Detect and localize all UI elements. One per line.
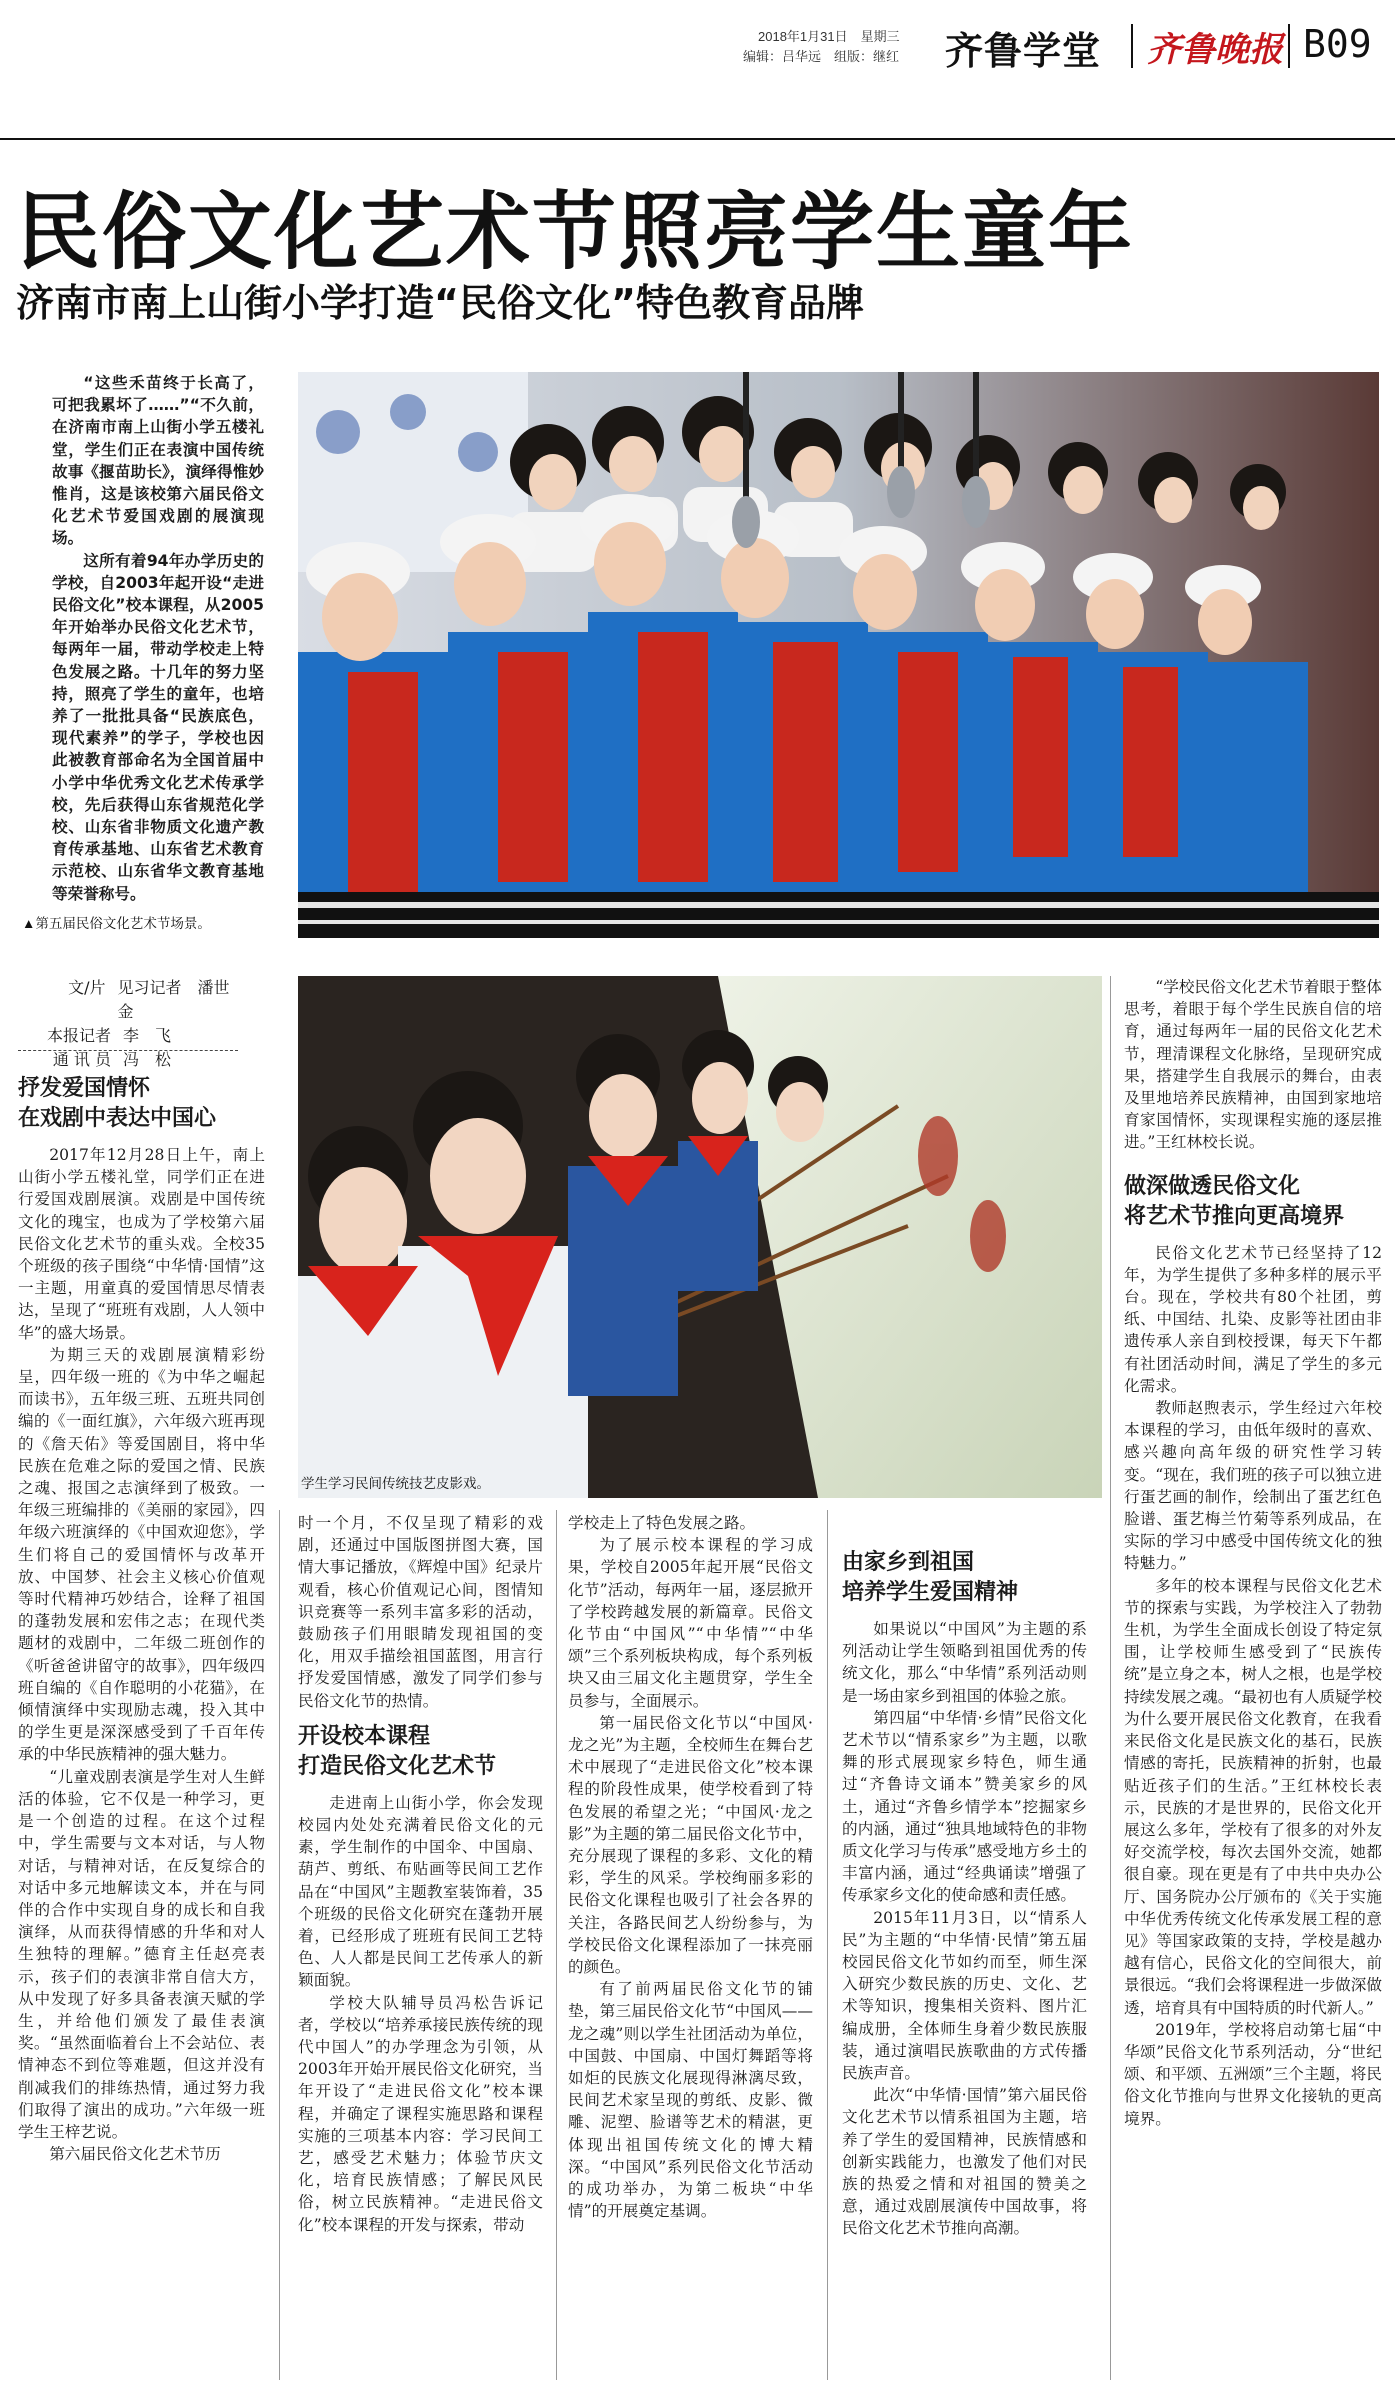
article-column-4 [842, 1512, 1087, 2380]
body-paragraph: 第一届民俗文化节以“中国风·龙之光”为主题，全校师生在舞台艺术中展现了“走进民俗文化”校本课程的阶段性成果，使学校看到了特色发展的希望之光；“中国风·龙之影”为主题的第二届民俗文化节中，充分展现了课程的多彩、文化的精彩，学生的风采。学校绚丽多彩的民俗文化课程也吸引了社会各界的关注，各路民间艺人纷纷参与，为学校民俗文化课程添加了一抹亮丽的颜色。 [568, 1713, 813, 1977]
header-divider [1288, 24, 1290, 68]
byline-names: 冯 松 [123, 1050, 172, 1069]
byline-divider [18, 1050, 238, 1051]
body-paragraph: 2015年11月3日，以“情系人民”为主题的“中华情·民情”第五届校园民俗文化节如约而至，师生深入研究少数民族的历史、文化、艺术等知识，搜集相关资料、图片汇编成册，全体师生身着少数民族服装，通过演唱民族歌曲的方式传播民族声音。 [842, 1908, 1087, 2083]
body-paragraph: 教师赵煦表示，学生经过六年校本课程的学习，由低年级时的喜欢、感兴趣向高年级的研究性学习转变。“现在，我们班的孩子可以独立进行蛋艺画的制作，绘制出了蛋艺红色脸谱、蛋艺梅兰竹菊等系列成品，在实际的学习中感受中国传统文化的独特魅力。” [1124, 1399, 1382, 1573]
body-paragraph: 学校大队辅导员冯松告诉记者，学校以“培养承接民族传统的现代中国人”的办学理念为引领，从2003年开始开展民俗文化研究，当年开设了“走进民俗文化”校本课程，并确定了课程实施思路和课程实施的三项基本内容：学习民间工艺，感受艺术魅力；体验节庆文化，培育民族情感；了解民风民俗，树立民族精神。“走进民俗文化”校本课程的开发与探索，带动 [298, 1993, 543, 2234]
header-divider [1131, 24, 1133, 68]
section-heading-deepen: 做深做透民俗文化 将艺术节推向更高境界 [1124, 1173, 1345, 1229]
byline-row [18, 1024, 238, 1048]
article-column-1 [18, 1060, 265, 2380]
body-paragraph: 如果说以“中国风”为主题的系列活动让学生领略到祖国优秀的传统文化，那么“中华情”系列活动则是一场由家乡到祖国的体验之旅。 [842, 1620, 1087, 1705]
newspaper-logo: 齐鲁晚报 [1147, 30, 1283, 70]
article-column-2 [298, 1512, 543, 2380]
byline [18, 976, 238, 1072]
section-title: 齐鲁学堂 [945, 29, 1102, 73]
article-column-5 [1124, 976, 1382, 2380]
header-rule [0, 138, 1395, 140]
shadow-puppet-photo [298, 976, 1102, 1498]
section-heading-curriculum: 开设校本课程 打造民俗文化艺术节 [298, 1723, 497, 1779]
children-singing-photo-icon [298, 372, 1379, 938]
article-column-3 [568, 1512, 813, 2380]
headline: 民俗文化艺术节照亮学生童年 [16, 183, 1135, 281]
intro-paragraph: “这些禾苗终于长高了，可把我累坏了……”“不久前，在济南市南上山街小学五楼礼堂，学生们正在表演中国传统故事《揠苗助长》，演绎得惟妙惟肖，这是该校第六届民俗文化艺术节爱国戏剧的展演现场。 [52, 374, 264, 548]
top-photo-caption: ▲第五届民俗文化艺术节场景。 [22, 916, 211, 931]
body-paragraph: 为了展示校本课程的学习成果，学校自2005年起开展“民俗文化节”活动，每两年一届，逐层掀开了学校跨越发展的新篇章。民俗文化节由“中国风”“中华情”“中华颂”三个系列板块构成，每个系列板块又由三届文化主题贯穿，学生全员参与，全面展示。 [568, 1536, 813, 1710]
column-rule [1110, 976, 1111, 2380]
body-paragraph: 2019年，学校将启动第七届“中华颂”民俗文化节系列活动，分“世纪颂、和平颂、五洲颂”三个主题，将民俗文化节推向与世界文化接轨的更高境界。 [1124, 2020, 1382, 2128]
body-paragraph: 第六届民俗文化艺术节历 [49, 2145, 221, 2164]
byline-names: 见习记者 潘世金 [117, 978, 230, 1021]
body-paragraph: “学校民俗文化艺术节着眼于整体思考，着眼于每个学生民族自信的培育，通过每两年一届的民俗文化艺术节，理清课程文化脉络，呈现研究成果，搭建学生自我展示的舞台，由表及里地培养民族精神，由国到家地培育家国情怀，实现课程实施的逐层推进。”王红林校长说。 [1124, 978, 1382, 1152]
byline-row [18, 976, 238, 1024]
intro-paragraph: 这所有着94年办学历史的学校，自2003年起开设“走进民俗文化”校本课程，从2005年开始举办民俗文化艺术节，每两年一届，带动学校走上特色发展之路。十几年的努力坚持，照亮了学生的童年，也培养了一批批具备“民族底色，现代素养”的学子，学校也因此被教育部命名为全国首届中小学中华优秀文化艺术传承学校，先后获得山东省规范化学校、山东省非物质文化遗产教育传承基地、山东省艺术教育示范校、山东省华文教育基地等荣誉称号。 [52, 551, 264, 903]
body-paragraph: “儿童戏剧表演是学生对人生鲜活的体验，它不仅是一种学习，更是一个创造的过程。在这个过程中，学生需要与文本对话，与人物对话，与精神对话，在反复综合的对话中多元地解读文本，并在与同伴的合作中实现自身的成长和自我演绎，从而获得情感的升华和对人生独特的理解。”德育主任赵亮表示，孩子们的表演非常自信大方，从中发现了好多具备表演天赋的学生，并给他们颁发了最佳表演奖。“虽然面临着台上不会站位、表情神态不到位等难题，但这并没有削减我们的排练热情，通过努力我们取得了演出的成功。”六年级一班学生王梓艺说。 [18, 1767, 265, 2141]
body-paragraph: 有了前两届民俗文化节的铺垫，第三届民俗文化节“中国风——龙之魂”则以学生社团活动为单位，中国鼓、中国扇、中国灯舞蹈等将如炬的民族文化展现得淋漓尽致，民间艺术家呈现的剪纸、皮影、微雕、泥塑、脸谱等艺术的精湛，更体现出祖国传统文化的博大精深。“中国风”系列民俗文化节活动的成功举办，为第二板块“中华情”的开展奠定基调。 [568, 1980, 813, 2221]
body-paragraph: 多年的校本课程与民俗文化艺术节的探索与实践，为学校注入了勃勃生机，为学生全面成长创设了特定氛围，让学校师生感受到了“民族传统”是立身之本，树人之根，也是学校持续发展之魂。“最初也有人质疑学校为什么要开展民俗文化教育，在我看来民俗文化是民族文化的基石，民族情感的寄托，民族精神的折射，也最贴近孩子们的生活。”王红林校长表示，民族的才是世界的，民俗文化开展这么多年，学校有了很多的对外友好交流学校，每次去国外交流，她都很自豪。现在更是有了中共中央办公厅、国务院办公厅颁布的《关于实施中华优秀传统文化传承发展工程的意见》等国家政策的支持，学校是越办越有信心，民俗文化的空间很大，前景很远。“我们会将课程进一步做深做透，培育具有中国特质的时代新人。” [1124, 1576, 1382, 2017]
byline-names: 李 飞 [123, 1026, 172, 1045]
page-number: B09 [1303, 22, 1372, 66]
middle-photo-caption: 学生学习民间传统技艺皮影戏。 [301, 1476, 490, 1491]
editor-credit: 编辑：吕华远 组版：继红 [743, 49, 900, 64]
body-paragraph: 2017年12月28日上午，南上山街小学五楼礼堂，同学们正在进行爱国戏剧展演。戏剧是中国传统文化的瑰宝，也成为了学校第六届民俗文化艺术节的重头戏。全校35个班级的孩子围绕“中华情·国情”这一主题，用童真的爱国情思尽情表达，呈现了“班班有戏剧，人人领中华”的盛大场景。 [18, 1146, 265, 1342]
column-rule [556, 1510, 557, 2380]
byline-role: 文/片 [68, 978, 106, 997]
byline-role: 本报记者 [46, 1026, 111, 1045]
body-paragraph: 民俗文化艺术节已经坚持了12年，为学生提供了多种多样的展示平台。现在，学校共有80个社团，剪纸、中国结、扎染、皮影等社团由非遗传承人亲自到校授课，每天下午都有社团活动时间，满足了学生的多元化需求。 [1124, 1243, 1382, 1395]
intro-text [52, 372, 264, 903]
body-paragraph: 此次“中华情·国情”第六届民俗文化艺术节以情系祖国为主题，培养了学生的爱国精神，民族情感和创新实践能力，也激发了他们对民族的热爱之情和对祖国的赞美之意，通过戏剧展演传中国故事，将民俗文化艺术节推向高潮。 [842, 2086, 1087, 2238]
section-heading-hometown: 由家乡到祖国 培养学生爱国精神 [842, 1550, 1019, 1605]
body-paragraph: 学校走上了特色发展之路。 [568, 1514, 756, 1532]
section-heading-patriotism: 抒发爱国情怀 在戏剧中表达中国心 [18, 1076, 217, 1131]
byline-role: 通 讯 员 [52, 1050, 111, 1069]
shadow-puppet-photo-icon [298, 976, 1102, 1498]
subheadline: 济南市南上山街小学打造“民俗文化”特色教育品牌 [16, 281, 864, 325]
body-paragraph: 时一个月，不仅呈现了精彩的戏剧，还通过中国版图拼图大赛，国情大事记播放，《辉煌中国》纪录片观看，核心价值观记心间，图情知识竞赛等一系列丰富多彩的活动，鼓励孩子们用眼睛发现祖国的变化，用双手描绘祖国蓝图，用言行抒发爱国情感，激发了同学们参与民俗文化节的热情。 [298, 1514, 543, 1710]
issue-date: 2018年1月31日 星期三 [758, 29, 900, 44]
body-paragraph: 为期三天的戏剧展演精彩纷呈，四年级一班的《为中华之崛起而读书》，五年级三班、五班共同创编的《一面红旗》，六年级六班再现的《詹天佑》等爱国剧目，将中华民族在危难之际的爱国之情、民族之魂、报国之志演绎到了极致。一年级三班编排的《美丽的家园》，四年级六班演绎的《中国欢迎您》，学生们将自己的爱国情怀与改革开放、中国梦、社会主义核心价值观等时代精神巧妙结合，诠释了祖国的蓬勃发展和宏伟之志；在现代类题材的戏剧中，二年级二班创作的《听爸爸讲留守的故事》，四年级四班自编的《自作聪明的小花猫》，在倾情演绎中实现励志魂，投入其中的学生更是深深感受到了千百年传承的中华民族精神的强大魅力。 [18, 1345, 265, 1764]
column-rule [827, 1510, 828, 2380]
column-rule [279, 1510, 280, 2380]
body-paragraph: 走进南上山街小学，你会发现校园内处处充满着民俗文化的元素，学生制作的中国伞、中国扇、葫芦、剪纸、布贴画等民间工艺作品在“中国风”主题教室装饰着，35个班级的民俗文化研究在蓬勃开展着，已经形成了班班有民间工艺特色、人人都是民间工艺传承人的新颖面貌。 [298, 1793, 543, 1990]
festival-performance-photo [298, 372, 1379, 938]
body-paragraph: 第四届“中华情·乡情”民俗文化艺术节以“情系家乡”为主题，以歌舞的形式展现家乡特色，师生通过“齐鲁诗文诵本”赞美家乡的风土，通过“齐鲁乡情学本”挖掘家乡的内涵，通过“独具地域特色的非物质文化学习与传承”感受地方乡土的丰富内涵，通过“经典诵读”增强了传承家乡文化的使命感和责任感。 [842, 1708, 1087, 1905]
